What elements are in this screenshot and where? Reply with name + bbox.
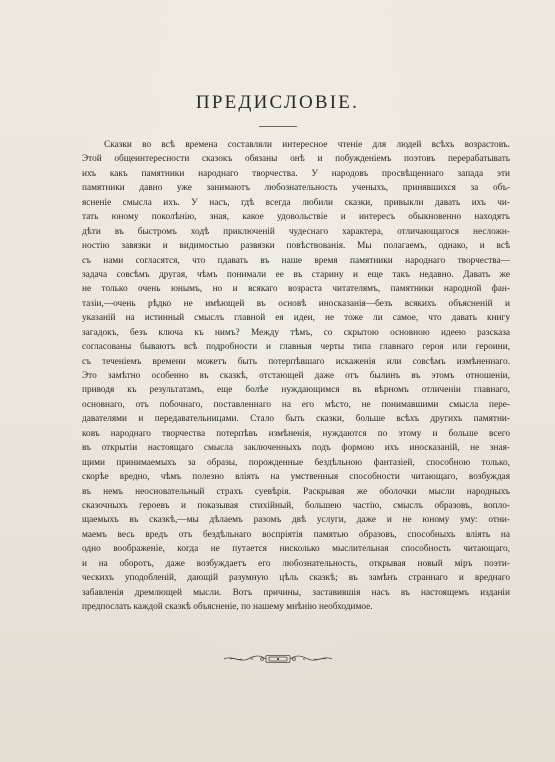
text-line: предпослать каждой сказкѣ объясненіе, по нашему мнѣнію необходимое. bbox=[82, 602, 373, 612]
text-line: щаемыхъ въ сказкѣ,—мы дѣлаемъ разомъ двѣ услуги, даже и не юному уму: отни- bbox=[82, 515, 510, 526]
text-line: забавленія дремлющей мысли. Вотъ причины, заставившія насъ въ настоящемъ изданіи bbox=[82, 587, 510, 598]
text-line: тазіи,—очень рѣдко не имѣющей въ основѣ иносказанія—безъ всякихъ объясненій и bbox=[82, 298, 510, 309]
text-line: ностію завязки и видимостью развязки повѣствованія. Мы полагаемъ, однако, и всѣ bbox=[82, 241, 510, 252]
text-line: указаній на истинный смыслъ главной ея идеи, не тоже ли самое, что давать книгу bbox=[82, 313, 510, 324]
text-line: задача совсѣмъ другая, чѣмъ понимали ее въ старину и еще такъ недавно. Давать же bbox=[82, 269, 510, 280]
text-line: давателями и передавательницами. Стало быть сказки, больше всѣхъ другихъ памятни- bbox=[82, 414, 510, 425]
text-line: Сказки во всѣ времена составляли интересное чтеніе для людей всѣхъ возрастовъ. bbox=[104, 140, 510, 150]
text-line: Это замѣтно особенно въ сказкѣ, отстающей даже отъ былинъ въ этомъ отношеніи, bbox=[82, 371, 510, 381]
text-line: маемъ весь вредъ отъ бездѣльнаго воспріятія памятью образовъ, способныхъ вліять на bbox=[82, 529, 510, 540]
text-line: и на оборотъ, даже возбуждаетъ его любознательность, открывая новый міръ поэти- bbox=[82, 558, 510, 569]
text-line: приводя къ результатамъ, еще болѣе нуждающимся въ вѣрномъ отличеніи главнаго, bbox=[82, 385, 510, 396]
text-line: памятники давно уже занимаютъ любознательность ученыхъ, принявшихся за объ- bbox=[82, 183, 510, 194]
text-line: ческихъ уподобленій, дающій разумную цѣль сказкѣ; въ замѣнъ страннаго и вреднаго bbox=[82, 573, 510, 584]
text-line: сказочныхъ героевъ и показывая стихійный, большею частію, смыслъ образовъ, вопло- bbox=[82, 500, 510, 511]
text-line: ясненіе смысла ихъ. У насъ, гдѣ всегда любили сказки, привыкли давать ихъ чи- bbox=[82, 197, 510, 208]
text-line: ковъ народнаго творчества потерпѣвъ измѣненія, нуждаются по этому и больше всего bbox=[82, 428, 510, 439]
title-underline bbox=[259, 126, 297, 127]
page-title: ПРЕДИСЛОВІЕ. bbox=[195, 92, 360, 113]
text-line: съ теченіемъ времени можетъ быть потерпѣвшаго искаженія или совсѣмъ измѣненнаго. bbox=[82, 356, 510, 367]
text-line: не только очень юнымъ, но и всякаго возраста читателямъ, памятники народной фан- bbox=[82, 284, 510, 295]
text-line: въ немъ неосновательный страхъ суевѣрія. Раскрывая же оболочки мысли народныхъ bbox=[82, 486, 510, 497]
preface-text bbox=[82, 138, 510, 614]
text-line: въ открытіи настоящаго смысла заключенныхъ подъ формою ихъ иносказаній, не зная- bbox=[82, 443, 510, 454]
text-line: щими принимаемыхъ за образы, порожденные бездѣльною фантазіей, способною только, bbox=[82, 457, 510, 468]
text-line: дѣти въ быстромъ ходѣ приключеній чудеснаго характера, отличающагося несложн- bbox=[82, 226, 510, 237]
text-line: согласованы бываютъ всѣ подробности и главныя черты типа главнаго героя или героини, bbox=[82, 342, 510, 353]
text-line: ихъ какъ памятники народнаго творчества. У народовъ просвѣщеннаго запада эти bbox=[82, 168, 510, 179]
text-line: Этой общеинтересности сказокъ обязаны онѣ и побужденіемъ поэтовъ перерабатывать bbox=[82, 154, 510, 165]
ornament-divider-icon bbox=[222, 651, 334, 667]
text-line: съ нами согласятся, что пдавать въ наше время памятники народнаго творчества— bbox=[82, 255, 510, 266]
text-line: тать юному поколѣнію, зная, какое удовольствіе и интересъ обыкновенно находятъ bbox=[82, 212, 510, 223]
text-line: загадокъ, безъ ключа къ нимъ? Между тѣмъ, со скрытою основною идеею разсказа bbox=[82, 327, 510, 338]
text-line: скорѣе вредно, чѣмъ полезно вліять на умственныя способности читающаго, возбуждая bbox=[82, 472, 510, 483]
text-line: основнаго, отъ побочнаго, поставленнаго на его мѣсто, не понимавшими смысла пере- bbox=[82, 399, 510, 410]
text-line: одно воображеніе, когда не путается нисколько мыслительная способность читающаго, bbox=[82, 544, 510, 555]
